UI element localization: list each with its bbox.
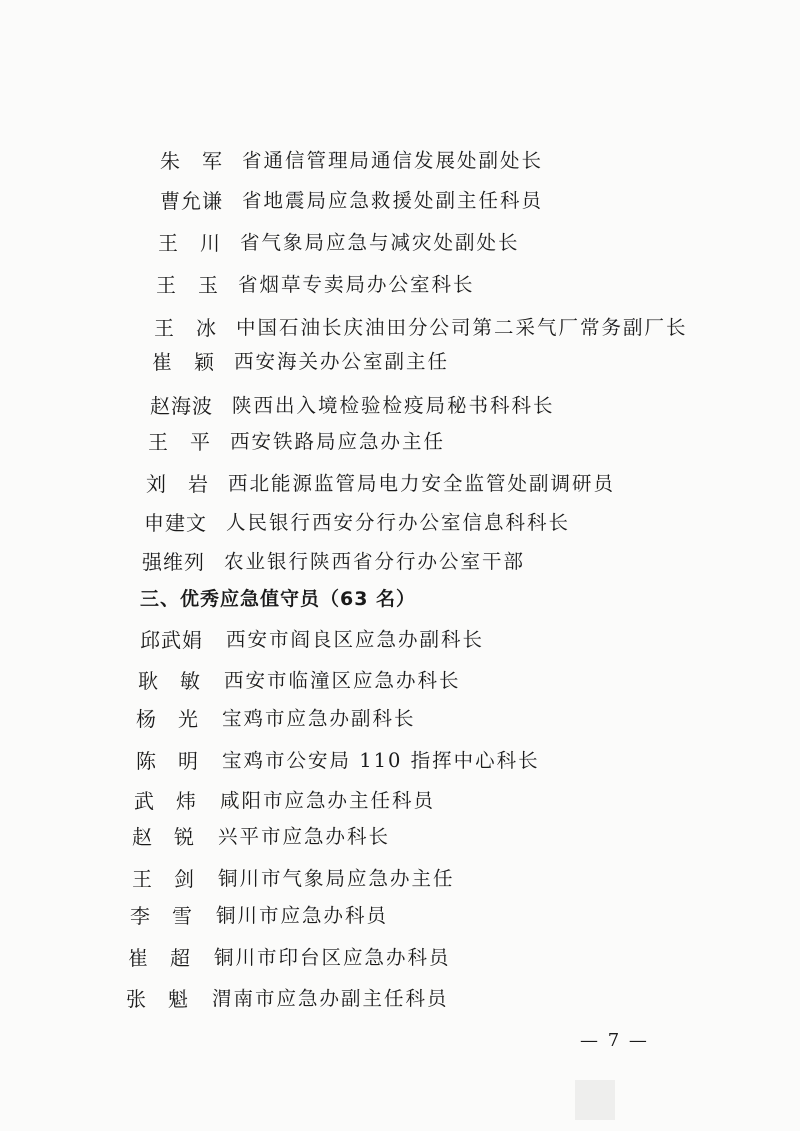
person-name: 王 平 xyxy=(148,429,211,454)
person-name: 耿 敏 xyxy=(138,668,201,693)
person-name: 赵海波 xyxy=(150,393,213,418)
person-name: 崔 超 xyxy=(128,945,191,970)
list-item xyxy=(132,860,455,894)
person-position: 省通信管理局通信发展处副处长 xyxy=(242,149,544,172)
page-number: — 7 — xyxy=(580,1030,649,1051)
person-position: 省地震局应急救援处副主任科员 xyxy=(242,189,544,212)
list-item xyxy=(156,266,475,300)
list-item xyxy=(136,700,416,734)
list-item xyxy=(140,621,484,655)
person-name: 王 玉 xyxy=(156,272,219,297)
person-position: 渭南市应急办副主任科员 xyxy=(212,987,449,1010)
person-name: 王 剑 xyxy=(132,866,195,891)
person-name: 杨 光 xyxy=(136,706,199,731)
person-name: 强维列 xyxy=(142,549,205,574)
list-item xyxy=(146,465,615,499)
list-item xyxy=(126,980,449,1014)
list-item xyxy=(134,782,435,816)
person-name: 刘 岩 xyxy=(146,471,209,496)
person-position: 西安市临潼区应急办科长 xyxy=(224,669,461,692)
list-item xyxy=(154,309,688,343)
person-name: 曹允谦 xyxy=(160,188,223,213)
person-name: 王 川 xyxy=(158,230,221,255)
person-position: 西安海关办公室副主任 xyxy=(234,350,450,373)
person-name: 李 雪 xyxy=(130,903,193,928)
list-item xyxy=(160,142,543,176)
person-name: 张 魁 xyxy=(126,986,189,1011)
list-item xyxy=(152,343,449,377)
list-item xyxy=(160,182,543,216)
person-position: 西北能源监管局电力安全监管处副调研员 xyxy=(228,472,616,495)
person-position: 中国石油长庆油田分公司第二采气厂常务副厂长 xyxy=(236,316,688,339)
list-item xyxy=(130,897,388,931)
person-name: 崔 颖 xyxy=(152,349,215,374)
person-position: 宝鸡市公安局 110 指挥中心科长 xyxy=(222,749,540,772)
person-name: 陈 明 xyxy=(136,748,199,773)
person-position: 西安铁路局应急办主任 xyxy=(230,430,446,453)
person-name: 武 炜 xyxy=(134,788,197,813)
person-name: 申建文 xyxy=(144,510,207,535)
list-item xyxy=(132,818,390,852)
list-item xyxy=(144,504,570,538)
list-item xyxy=(150,387,555,421)
person-position: 铜川市应急办科员 xyxy=(216,904,389,927)
person-name: 邱武娟 xyxy=(140,627,203,652)
person-name: 王 冰 xyxy=(154,315,217,340)
person-position: 咸阳市应急办主任科员 xyxy=(220,789,436,812)
scan-artifact xyxy=(575,1080,615,1120)
list-item xyxy=(136,742,540,776)
person-position: 铜川市气象局应急办主任 xyxy=(218,867,455,890)
list-item xyxy=(138,662,461,696)
person-position: 宝鸡市应急办副科长 xyxy=(222,707,416,730)
list-item xyxy=(158,224,520,258)
list-item xyxy=(142,543,525,577)
person-position: 西安市阎良区应急办副科长 xyxy=(226,628,485,651)
list-item xyxy=(128,939,451,973)
person-name: 赵 锐 xyxy=(132,824,195,849)
person-position: 省气象局应急与减灾处副处长 xyxy=(240,231,520,254)
person-name: 朱 军 xyxy=(160,148,223,173)
list-item xyxy=(148,423,445,457)
person-position: 铜川市印台区应急办科员 xyxy=(214,946,451,969)
person-position: 农业银行陕西省分行办公室干部 xyxy=(224,550,526,573)
person-position: 人民银行西安分行办公室信息科科长 xyxy=(226,511,571,534)
section-heading: 三、优秀应急值守员（63 名） xyxy=(140,588,417,610)
person-position: 兴平市应急办科长 xyxy=(218,825,391,848)
person-position: 陕西出入境检验检疫局秘书科科长 xyxy=(232,394,555,417)
person-position: 省烟草专卖局办公室科长 xyxy=(238,273,475,296)
